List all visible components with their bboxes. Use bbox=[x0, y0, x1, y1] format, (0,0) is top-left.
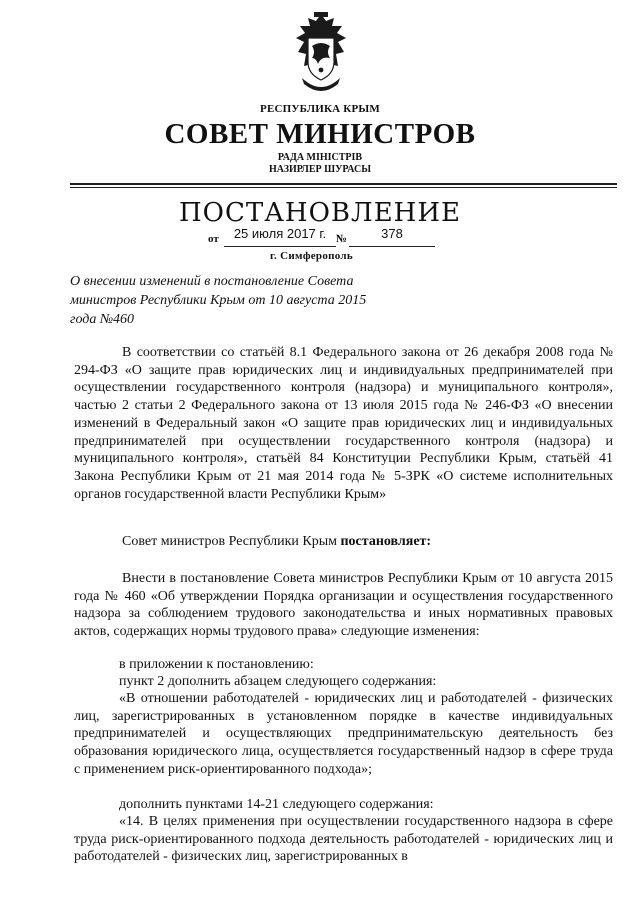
header-divider-thick bbox=[70, 183, 617, 185]
document-date: 25 июля 2017 г. bbox=[233, 226, 327, 241]
coat-of-arms-icon bbox=[290, 12, 352, 98]
republic-name: РЕСПУБЛИКА КРЫМ bbox=[260, 103, 380, 115]
council-title: СОВЕТ МИНИСТРОВ bbox=[164, 118, 476, 150]
document-subject: О внесении изменений в постановление Совета министров Республики Крым от 10 августа 2015 года №460 bbox=[70, 274, 367, 327]
council-title-crimean-tatar: НАЗИРЛЕР ШУРАСЫ bbox=[268, 164, 372, 175]
quoted-paragraph-14: «14. В целях применения при осуществлении государственного надзора в сфере труда риск-ориентированного подхода деятельность работодателей - юридических лиц и работодателей - физических лиц, зарегистрированных в bbox=[74, 814, 613, 865]
resolves-lead: Совет министров Республики Крым bbox=[122, 534, 341, 549]
document-city: г. Симферополь bbox=[270, 250, 354, 262]
item-2-line: пункт 2 дополнить абзацем следующего содержания: bbox=[119, 674, 437, 689]
resolves-keyword: постановляет: bbox=[340, 534, 432, 549]
add-items-line: дополнить пунктами 14-21 следующего содержания: bbox=[119, 797, 434, 812]
appendix-line: в приложении к постановлению: bbox=[119, 657, 314, 672]
number-label: № bbox=[336, 233, 348, 245]
number-underline bbox=[349, 246, 435, 247]
quoted-paragraph-1: «В отношении работодателей - юридических лиц и работодателей - физических лиц, зарегистрированных в установленном порядке в качестве индивидуальных предпринимателей и осуществляющих предпринимательскую деятельность без образования юридического лица, осуществляется государственный надзор в сфере труда с применением риск-ориентированного подхода»; bbox=[74, 691, 613, 777]
document-number: 378 bbox=[381, 226, 403, 241]
resolves-paragraph bbox=[74, 533, 613, 551]
date-underline bbox=[224, 246, 336, 247]
document-type: ПОСТАНОВЛЕНИЕ bbox=[178, 198, 461, 228]
header-divider-thin bbox=[70, 187, 617, 188]
date-label: от bbox=[208, 233, 219, 245]
council-title-ukrainian: РАДА МІНІСТРІВ bbox=[277, 152, 363, 163]
preamble-paragraph: В соответствии со статьёй 8.1 Федерального закона от 26 декабря 2008 года № 294-ФЗ «О защите прав юридических лиц и индивидуальных предпринимателей при осуществлении государственного контроля (надзора) и муниципального контроля», частью 2 статьи 2 Федерального закона от 13 июля 2015 года № 246-ФЗ «О внесении изменений в Федеральный закон «О защите прав юридических лиц и индивидуальных предпринимателей при осуществлении государственного контроля (надзора) и муниципального контроля», статьёй 84 Конституции Республики Крым, статьёй 41 Закона Республики Крым от 21 мая 2014 года № 5-ЗРК «О системе исполнительных органов государственной власти Республики Крым» bbox=[74, 345, 613, 502]
amendment-intro-paragraph: Внести в постановление Совета министров Республики Крым от 10 августа 2015 года № 460 «Об утверждении Порядка организации и осуществления государственного надзора за соблюдением трудового законодательства и иных нормативных правовых актов, содержащих нормы трудового права» следующие изменения: bbox=[74, 571, 613, 640]
